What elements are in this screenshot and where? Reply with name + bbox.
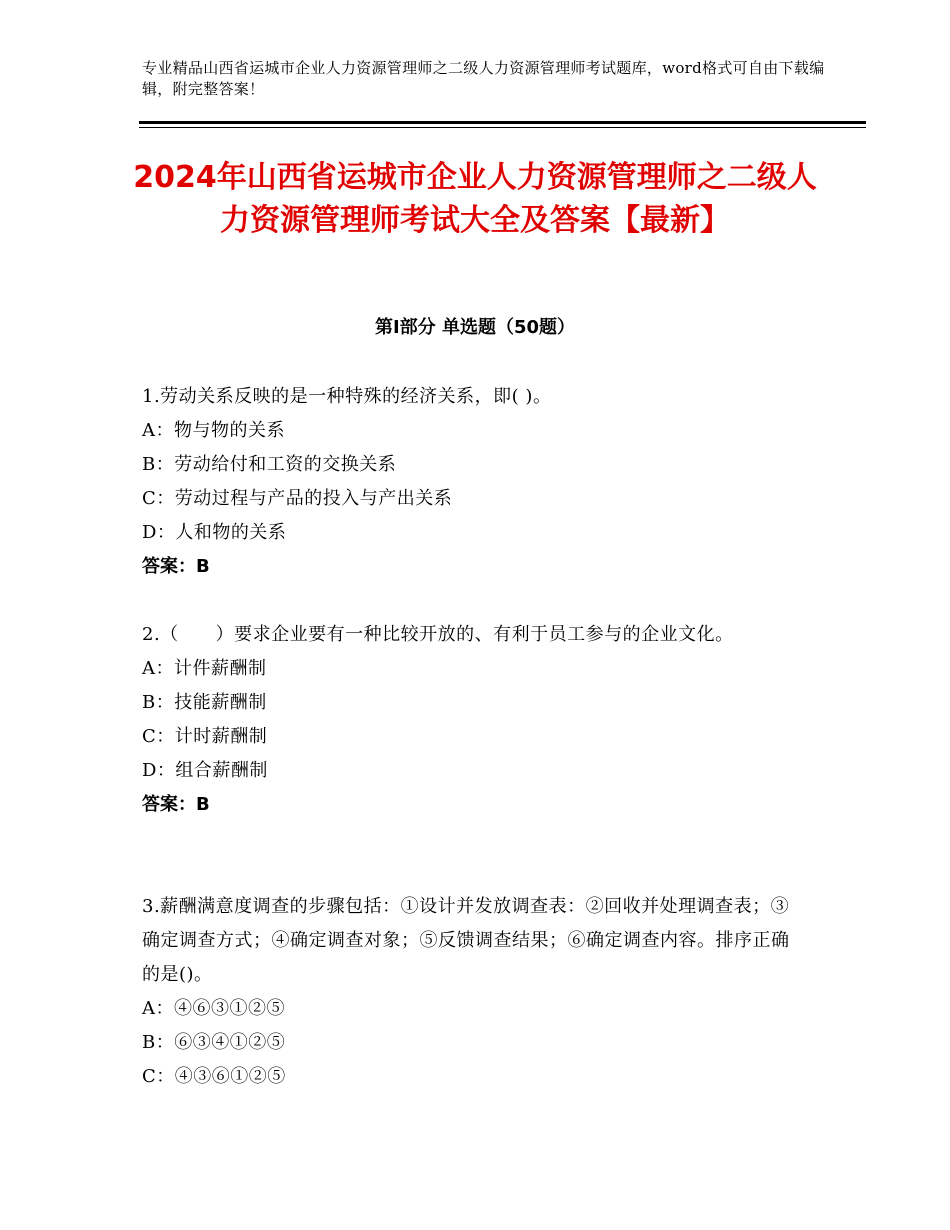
option-c: C：劳动过程与产品的投入与产出关系 — [142, 488, 453, 509]
option-d: D：组合薪酬制 — [142, 760, 268, 781]
answer: 答案：B — [142, 556, 210, 577]
option-a: A：④⑥③①②⑤ — [142, 998, 285, 1019]
option-a: A：物与物的关系 — [142, 420, 285, 441]
option-c: C：计时薪酬制 — [142, 726, 268, 747]
question-2 — [142, 618, 797, 822]
question-3 — [142, 890, 797, 1094]
question-1 — [142, 380, 797, 584]
option-a: A：计件薪酬制 — [142, 658, 267, 679]
question-stem: 2.（ ）要求企业要有一种比较开放的、有利于员工参与的企业文化。 — [142, 624, 734, 645]
question-stem: 1.劳动关系反映的是一种特殊的经济关系，即( )。 — [142, 386, 552, 407]
document-title: 2024年山西省运城市企业人力资源管理师之二级人力资源管理师考试大全及答案【最新】 — [133, 160, 817, 238]
header-note: 专业精品山西省运城市企业人力资源管理师之二级人力资源管理师考试题库，word格式可自由下载编辑，附完整答案！ — [142, 59, 825, 98]
option-d: D：人和物的关系 — [142, 522, 287, 543]
section-title: 第Ⅰ部分 单选题（50题） — [374, 317, 575, 338]
option-c: C：④③⑥①②⑤ — [142, 1066, 286, 1087]
option-b: B：⑥③④①②⑤ — [142, 1032, 286, 1053]
option-b: B：技能薪酬制 — [142, 692, 267, 713]
option-b: B：劳动给付和工资的交换关系 — [142, 454, 397, 475]
question-stem: 3.薪酬满意度调查的步骤包括：①设计并发放调查表：②回收并处理调查表；③确定调查方式；④确定调查对象；⑤反馈调查结果；⑥确定调查内容。排序正确的是()。 — [142, 896, 790, 985]
header-rule-thin — [139, 127, 866, 128]
answer: 答案：B — [142, 794, 210, 815]
header-rule-thick — [139, 121, 866, 124]
